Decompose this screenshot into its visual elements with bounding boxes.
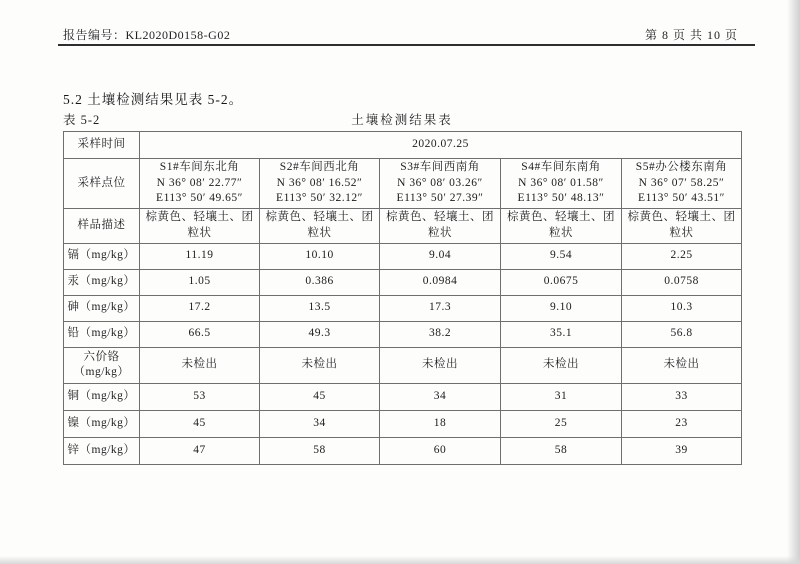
row-label-lead: 铅（mg/kg） <box>64 321 140 347</box>
table-row-nickel <box>64 410 742 437</box>
value-cell: 0.386 <box>260 269 380 295</box>
value-cell: 0.0984 <box>380 269 501 295</box>
sampling-point-cell-s1 <box>140 159 260 209</box>
value-cell: 58 <box>260 437 380 464</box>
value-cell: 38.2 <box>380 321 501 347</box>
value-cell: 未检出 <box>140 347 260 383</box>
value-cell: 56.8 <box>622 321 742 347</box>
value-cell: 10.10 <box>260 243 380 269</box>
row-label-mercury: 汞（mg/kg） <box>64 269 140 295</box>
value-cell: 2.25 <box>622 243 742 269</box>
sample-description-cell: 棕黄色、轻壤土、团粒状 <box>501 208 622 243</box>
value-cell: 34 <box>260 410 380 437</box>
point-name: S3#车间西南角 <box>400 161 480 173</box>
value-cell: 25 <box>501 410 622 437</box>
value-cell: 39 <box>622 437 742 464</box>
sample-description-cell: 棕黄色、轻壤土、团粒状 <box>622 208 742 243</box>
point-name: S4#车间东南角 <box>521 161 601 173</box>
point-lon: E113° 50′ 32.12″ <box>276 192 363 205</box>
report-number-label: 报告编号： <box>63 28 126 42</box>
sample-description-cell: 棕黄色、轻壤土、团粒状 <box>140 208 260 243</box>
value-cell: 47 <box>140 437 260 464</box>
value-cell: 未检出 <box>501 347 622 383</box>
report-number <box>63 26 230 43</box>
value-cell: 34 <box>380 383 501 410</box>
point-lon: E113° 50′ 27.39″ <box>396 192 484 205</box>
value-cell: 0.0675 <box>501 269 622 295</box>
value-cell: 45 <box>140 410 260 437</box>
table-row-hexavalent-chromium <box>64 347 742 383</box>
table-row-zinc <box>64 437 742 464</box>
sample-description-cell: 棕黄色、轻壤土、团粒状 <box>380 208 501 243</box>
value-cell: 未检出 <box>380 347 501 383</box>
point-lat: N 36° 08′ 16.52″ <box>276 176 363 189</box>
sampling-time-value: 2020.07.25 <box>140 132 742 159</box>
value-cell: 17.3 <box>380 295 501 321</box>
point-name: S2#车间西北角 <box>279 161 360 173</box>
row-label-arsenic: 砷（mg/kg） <box>64 295 140 321</box>
report-number-value: KL2020D0158-G02 <box>125 28 231 42</box>
point-name: S5#办公楼东南角 <box>635 161 728 173</box>
value-cell: 9.54 <box>501 243 622 269</box>
value-cell: 18 <box>380 410 501 437</box>
row-label-copper: 铜（mg/kg） <box>64 383 140 410</box>
sampling-point-cell-s3 <box>380 159 501 209</box>
value-cell: 10.3 <box>622 295 742 321</box>
value-cell: 66.5 <box>140 321 260 347</box>
scan-edge-artifact <box>787 0 800 564</box>
value-cell: 9.04 <box>380 243 501 269</box>
value-cell: 33 <box>622 383 742 410</box>
scan-edge-artifact <box>0 556 800 564</box>
row-label-sample-description: 样品描述 <box>64 208 140 243</box>
value-cell: 58 <box>501 437 622 464</box>
table-row-sampling-time <box>64 132 742 159</box>
table-row-arsenic <box>64 295 742 321</box>
value-cell: 1.05 <box>140 269 260 295</box>
value-cell: 未检出 <box>622 347 742 383</box>
value-cell: 31 <box>501 383 622 410</box>
sampling-point-cell-s2 <box>260 159 380 209</box>
table-row-sample-description <box>64 208 742 243</box>
table-label: 表 5-2 <box>63 113 101 127</box>
row-label-zinc: 锌（mg/kg） <box>64 437 140 464</box>
table-caption <box>63 110 741 130</box>
section-title: 5.2 土壤检测结果见表 5-2。 <box>63 92 244 107</box>
table-row-lead <box>64 321 742 347</box>
value-cell: 17.2 <box>140 295 260 321</box>
sampling-point-cell-s5 <box>622 159 742 209</box>
value-cell: 60 <box>380 437 501 464</box>
value-cell: 53 <box>140 383 260 410</box>
point-lat: N 36° 08′ 03.26″ <box>397 176 483 189</box>
sample-description-cell: 棕黄色、轻壤土、团粒状 <box>260 208 380 243</box>
point-name: S1#车间东北角 <box>159 161 240 173</box>
value-cell: 11.19 <box>140 243 260 269</box>
value-cell: 13.5 <box>260 295 380 321</box>
soil-results-table <box>63 131 742 465</box>
value-cell: 35.1 <box>501 321 622 347</box>
point-lon: E113° 50′ 49.65″ <box>156 192 243 205</box>
point-lat: N 36° 08′ 01.58″ <box>518 176 604 189</box>
row-label-sampling-points: 采样点位 <box>64 159 140 209</box>
row-label-sampling-time: 采样时间 <box>64 132 140 159</box>
table-row-mercury <box>64 269 742 295</box>
value-cell: 45 <box>260 383 380 410</box>
row-label-nickel: 镍（mg/kg） <box>64 410 140 437</box>
value-cell: 23 <box>622 410 742 437</box>
point-lon: E113° 50′ 43.51″ <box>638 192 725 205</box>
value-cell: 未检出 <box>260 347 380 383</box>
row-label-hexavalent-chromium: 六价铬（mg/kg） <box>64 347 140 383</box>
table-row-sampling-points <box>64 159 742 209</box>
row-label-cadmium: 镉（mg/kg） <box>64 243 140 269</box>
sampling-point-cell-s4 <box>501 159 622 209</box>
table-title: 土壤检测结果表 <box>351 113 453 127</box>
value-cell: 49.3 <box>260 321 380 347</box>
page-number: 第 8 页 共 10 页 <box>644 28 738 42</box>
point-lat: N 36° 07′ 58.25″ <box>638 176 725 189</box>
point-lat: N 36° 08′ 22.77″ <box>156 176 243 189</box>
point-lon: E113° 50′ 48.13″ <box>517 192 605 205</box>
value-cell: 9.10 <box>501 295 622 321</box>
table-row-copper <box>64 383 742 410</box>
header-divider <box>58 44 755 46</box>
table-row-cadmium <box>64 243 742 269</box>
value-cell: 0.0758 <box>622 269 742 295</box>
